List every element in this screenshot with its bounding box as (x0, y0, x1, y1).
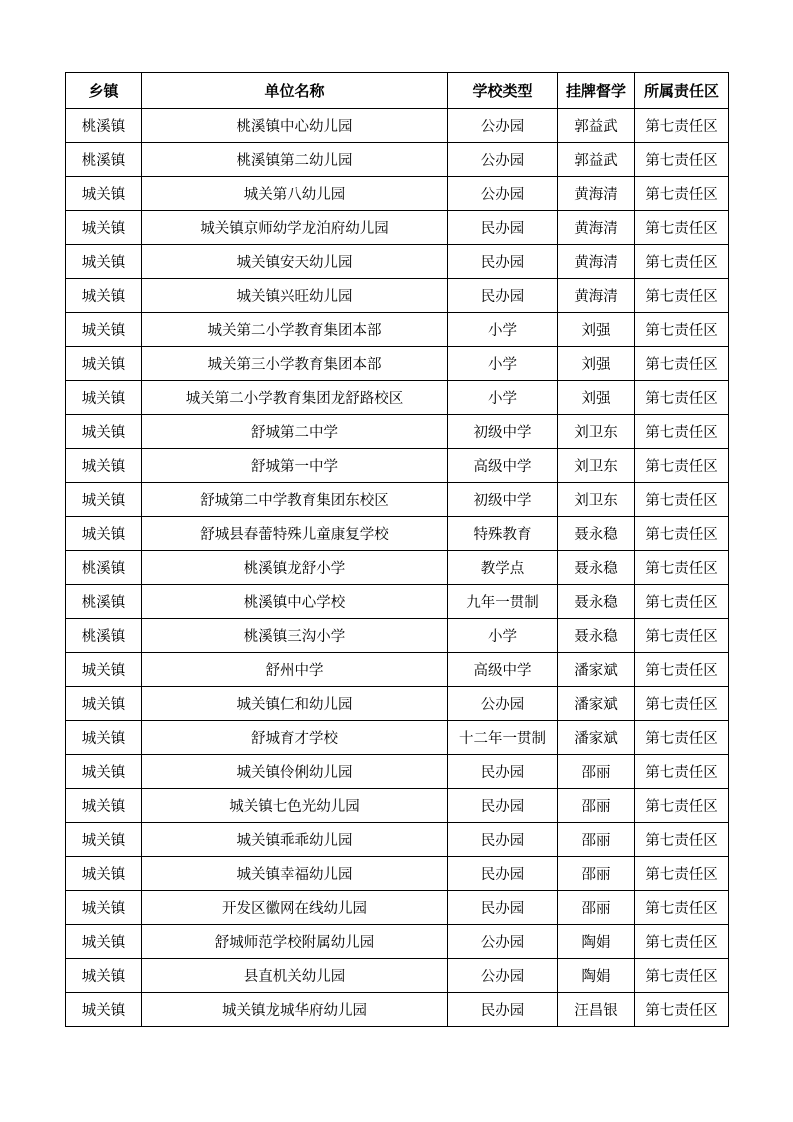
cell-supervisor: 黄海清 (558, 245, 635, 279)
cell-township: 城关镇 (66, 823, 142, 857)
cell-township: 城关镇 (66, 211, 142, 245)
cell-township: 城关镇 (66, 755, 142, 789)
cell-township: 城关镇 (66, 415, 142, 449)
header-supervisor: 挂牌督学 (558, 73, 635, 109)
cell-township: 城关镇 (66, 993, 142, 1027)
cell-district: 第七责任区 (635, 585, 729, 619)
table-row (66, 381, 729, 415)
cell-unit-name: 城关镇仁和幼儿园 (142, 687, 448, 721)
cell-township: 城关镇 (66, 279, 142, 313)
cell-school-type: 民办园 (448, 789, 558, 823)
table-row (66, 449, 729, 483)
cell-supervisor: 汪昌银 (558, 993, 635, 1027)
table-row (66, 347, 729, 381)
cell-unit-name: 城关镇乖乖幼儿园 (142, 823, 448, 857)
cell-school-type: 特殊教育 (448, 517, 558, 551)
cell-school-type: 民办园 (448, 993, 558, 1027)
table-row (66, 857, 729, 891)
cell-unit-name: 舒城第二中学 (142, 415, 448, 449)
cell-township: 城关镇 (66, 653, 142, 687)
cell-district: 第七责任区 (635, 925, 729, 959)
cell-supervisor: 黄海清 (558, 211, 635, 245)
cell-township: 城关镇 (66, 925, 142, 959)
table-header-row (66, 73, 729, 109)
cell-district: 第七责任区 (635, 483, 729, 517)
cell-supervisor: 刘强 (558, 313, 635, 347)
cell-district: 第七责任区 (635, 143, 729, 177)
cell-unit-name: 桃溪镇中心幼儿园 (142, 109, 448, 143)
table-row (66, 823, 729, 857)
table-row (66, 993, 729, 1027)
cell-school-type: 民办园 (448, 857, 558, 891)
header-school-type: 学校类型 (448, 73, 558, 109)
cell-school-type: 公办园 (448, 925, 558, 959)
cell-supervisor: 聂永稳 (558, 517, 635, 551)
cell-unit-name: 县直机关幼儿园 (142, 959, 448, 993)
cell-township: 城关镇 (66, 721, 142, 755)
cell-unit-name: 城关镇安天幼儿园 (142, 245, 448, 279)
cell-school-type: 高级中学 (448, 449, 558, 483)
cell-district: 第七责任区 (635, 245, 729, 279)
cell-supervisor: 潘家斌 (558, 653, 635, 687)
cell-unit-name: 舒州中学 (142, 653, 448, 687)
cell-district: 第七责任区 (635, 721, 729, 755)
cell-township: 城关镇 (66, 789, 142, 823)
cell-township: 城关镇 (66, 857, 142, 891)
cell-school-type: 民办园 (448, 891, 558, 925)
header-unit-name: 单位名称 (142, 73, 448, 109)
cell-unit-name: 舒城育才学校 (142, 721, 448, 755)
header-township: 乡镇 (66, 73, 142, 109)
header-district: 所属责任区 (635, 73, 729, 109)
cell-unit-name: 桃溪镇中心学校 (142, 585, 448, 619)
cell-supervisor: 陶娟 (558, 925, 635, 959)
cell-supervisor: 刘强 (558, 381, 635, 415)
cell-unit-name: 舒城第二中学教育集团东校区 (142, 483, 448, 517)
cell-school-type: 初级中学 (448, 483, 558, 517)
cell-supervisor: 黄海清 (558, 177, 635, 211)
table-row (66, 177, 729, 211)
cell-school-type: 公办园 (448, 687, 558, 721)
table-row (66, 313, 729, 347)
cell-school-type: 高级中学 (448, 653, 558, 687)
cell-supervisor: 邵丽 (558, 789, 635, 823)
cell-school-type: 教学点 (448, 551, 558, 585)
cell-school-type: 小学 (448, 313, 558, 347)
cell-unit-name: 桃溪镇第二幼儿园 (142, 143, 448, 177)
cell-school-type: 初级中学 (448, 415, 558, 449)
cell-supervisor: 郭益武 (558, 143, 635, 177)
table-row (66, 415, 729, 449)
cell-school-type: 十二年一贯制 (448, 721, 558, 755)
cell-school-type: 公办园 (448, 959, 558, 993)
cell-township: 桃溪镇 (66, 143, 142, 177)
cell-district: 第七责任区 (635, 619, 729, 653)
cell-supervisor: 邵丽 (558, 823, 635, 857)
table-row (66, 517, 729, 551)
cell-district: 第七责任区 (635, 687, 729, 721)
table-row (66, 653, 729, 687)
cell-school-type: 九年一贯制 (448, 585, 558, 619)
table-row (66, 551, 729, 585)
cell-unit-name: 城关第三小学教育集团本部 (142, 347, 448, 381)
cell-unit-name: 舒城县春蕾特殊儿童康复学校 (142, 517, 448, 551)
cell-district: 第七责任区 (635, 517, 729, 551)
cell-supervisor: 刘卫东 (558, 483, 635, 517)
cell-township: 城关镇 (66, 245, 142, 279)
cell-school-type: 公办园 (448, 109, 558, 143)
cell-district: 第七责任区 (635, 789, 729, 823)
cell-township: 城关镇 (66, 449, 142, 483)
table-row (66, 891, 729, 925)
cell-district: 第七责任区 (635, 551, 729, 585)
cell-unit-name: 桃溪镇龙舒小学 (142, 551, 448, 585)
cell-supervisor: 陶娟 (558, 959, 635, 993)
cell-district: 第七责任区 (635, 993, 729, 1027)
cell-school-type: 民办园 (448, 245, 558, 279)
cell-supervisor: 邵丽 (558, 857, 635, 891)
cell-township: 城关镇 (66, 381, 142, 415)
cell-district: 第七责任区 (635, 449, 729, 483)
table-row (66, 959, 729, 993)
cell-district: 第七责任区 (635, 109, 729, 143)
cell-supervisor: 潘家斌 (558, 687, 635, 721)
cell-township: 城关镇 (66, 959, 142, 993)
cell-supervisor: 刘卫东 (558, 449, 635, 483)
cell-unit-name: 舒城师范学校附属幼儿园 (142, 925, 448, 959)
table-row (66, 619, 729, 653)
cell-unit-name: 舒城第一中学 (142, 449, 448, 483)
cell-unit-name: 城关镇龙城华府幼儿园 (142, 993, 448, 1027)
cell-township: 桃溪镇 (66, 551, 142, 585)
table-row (66, 483, 729, 517)
cell-township: 城关镇 (66, 891, 142, 925)
cell-supervisor: 邵丽 (558, 755, 635, 789)
cell-unit-name: 城关第八幼儿园 (142, 177, 448, 211)
cell-supervisor: 郭益武 (558, 109, 635, 143)
cell-unit-name: 城关镇七色光幼儿园 (142, 789, 448, 823)
cell-school-type: 民办园 (448, 279, 558, 313)
cell-school-type: 小学 (448, 381, 558, 415)
cell-unit-name: 城关镇幸福幼儿园 (142, 857, 448, 891)
cell-township: 桃溪镇 (66, 585, 142, 619)
table-row (66, 687, 729, 721)
cell-township: 城关镇 (66, 687, 142, 721)
table-row (66, 245, 729, 279)
cell-district: 第七责任区 (635, 857, 729, 891)
cell-district: 第七责任区 (635, 823, 729, 857)
table-row (66, 279, 729, 313)
cell-unit-name: 开发区徽网在线幼儿园 (142, 891, 448, 925)
cell-unit-name: 城关镇京师幼学龙泊府幼儿园 (142, 211, 448, 245)
cell-school-type: 小学 (448, 619, 558, 653)
cell-district: 第七责任区 (635, 959, 729, 993)
cell-district: 第七责任区 (635, 313, 729, 347)
cell-township: 桃溪镇 (66, 619, 142, 653)
cell-district: 第七责任区 (635, 891, 729, 925)
cell-district: 第七责任区 (635, 381, 729, 415)
cell-school-type: 民办园 (448, 823, 558, 857)
cell-supervisor: 刘强 (558, 347, 635, 381)
cell-school-type: 民办园 (448, 211, 558, 245)
cell-supervisor: 黄海清 (558, 279, 635, 313)
cell-unit-name: 城关第二小学教育集团本部 (142, 313, 448, 347)
cell-school-type: 小学 (448, 347, 558, 381)
cell-supervisor: 潘家斌 (558, 721, 635, 755)
cell-district: 第七责任区 (635, 279, 729, 313)
table-row (66, 585, 729, 619)
cell-unit-name: 城关镇兴旺幼儿园 (142, 279, 448, 313)
table-row (66, 789, 729, 823)
table-row (66, 211, 729, 245)
table-row (66, 925, 729, 959)
table-row (66, 143, 729, 177)
cell-township: 城关镇 (66, 483, 142, 517)
school-supervision-table (65, 72, 729, 1027)
cell-school-type: 民办园 (448, 755, 558, 789)
cell-district: 第七责任区 (635, 177, 729, 211)
cell-district: 第七责任区 (635, 347, 729, 381)
cell-supervisor: 聂永稳 (558, 551, 635, 585)
cell-township: 城关镇 (66, 347, 142, 381)
table-row (66, 721, 729, 755)
table-row (66, 755, 729, 789)
cell-supervisor: 邵丽 (558, 891, 635, 925)
cell-township: 城关镇 (66, 517, 142, 551)
cell-supervisor: 刘卫东 (558, 415, 635, 449)
cell-township: 桃溪镇 (66, 109, 142, 143)
cell-township: 城关镇 (66, 313, 142, 347)
cell-unit-name: 桃溪镇三沟小学 (142, 619, 448, 653)
cell-district: 第七责任区 (635, 653, 729, 687)
cell-unit-name: 城关镇伶俐幼儿园 (142, 755, 448, 789)
cell-school-type: 公办园 (448, 143, 558, 177)
table-body (66, 109, 729, 1027)
cell-school-type: 公办园 (448, 177, 558, 211)
cell-supervisor: 聂永稳 (558, 585, 635, 619)
cell-district: 第七责任区 (635, 211, 729, 245)
cell-supervisor: 聂永稳 (558, 619, 635, 653)
table-row (66, 109, 729, 143)
cell-township: 城关镇 (66, 177, 142, 211)
cell-district: 第七责任区 (635, 755, 729, 789)
cell-unit-name: 城关第二小学教育集团龙舒路校区 (142, 381, 448, 415)
cell-district: 第七责任区 (635, 415, 729, 449)
